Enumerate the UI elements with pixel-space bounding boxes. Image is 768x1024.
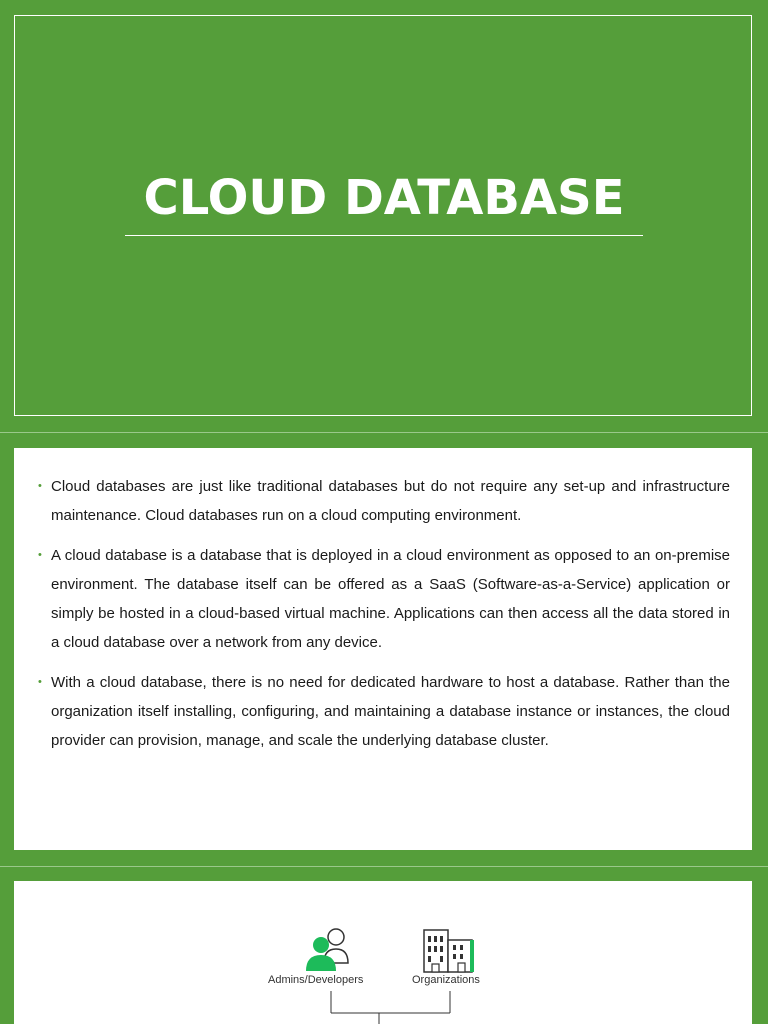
list-item: [38, 472, 730, 530]
list-item: [38, 541, 730, 657]
title-underline: [125, 235, 643, 236]
bullet-text: Cloud databases are just like traditional databases but do not require any set-up and infrastructure maintenance. Cloud databases run on a cloud computing environment.: [51, 478, 730, 524]
bullet-icon: •: [38, 549, 42, 561]
bullet-text: A cloud database is a database that is deployed in a cloud environment as opposed to an on-premise environment. The database itself can be offered as a SaaS (Software-as-a-Service) application or simply be hosted in a cloud-based virtual machine. Applications can then access all the data stored in a cloud database over a network from any device.: [51, 547, 730, 651]
content-slide: [0, 432, 768, 866]
title-slide: [0, 0, 768, 432]
organizations-label: Organizations: [412, 974, 480, 986]
bullet-icon: •: [38, 480, 42, 492]
connector-lines: [314, 991, 474, 1024]
buildings-icon: [422, 928, 476, 974]
admins-label: Admins/Developers: [268, 974, 364, 986]
list-item: [38, 668, 730, 755]
bullet-text: With a cloud database, there is no need for dedicated hardware to host a database. Rather than the organization itself installing, configuring, and maintaining a database instance or instances, the cloud provider can provision, manage, and scale the underlying database cluster.: [51, 674, 730, 749]
bullet-icon: •: [38, 676, 42, 688]
slide-title: CLOUD DATABASE: [143, 170, 625, 226]
users-icon: [302, 923, 354, 973]
content-panel: [14, 448, 752, 850]
diagram-slide: [0, 866, 768, 1024]
diagram-panel: [14, 881, 752, 1024]
bullet-list: [38, 472, 730, 766]
